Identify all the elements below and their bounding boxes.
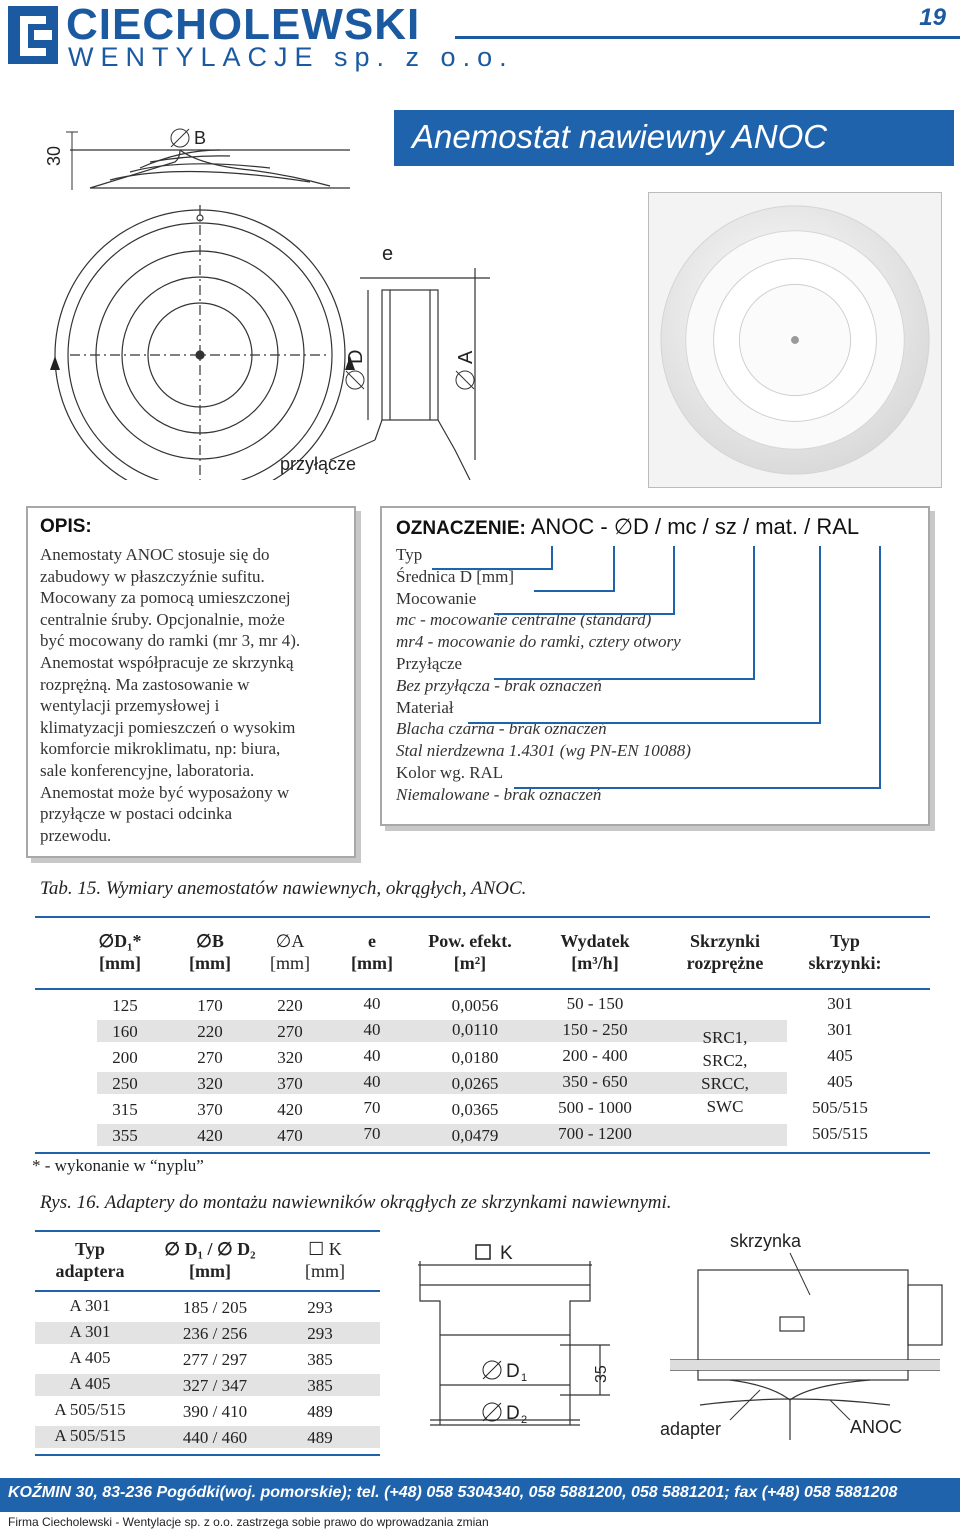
description-line: przewodu. bbox=[40, 825, 112, 845]
description-line: Anemostaty ANOC stosuje się do bbox=[40, 545, 270, 564]
designation-line: Typ bbox=[396, 545, 423, 564]
anoc-label: ANOC bbox=[850, 1417, 903, 1437]
table-rule bbox=[35, 988, 930, 990]
description-line: przyłącze w postaci odcinka bbox=[40, 804, 233, 824]
designation-line: Stal nierdzewna 1.4301 (wg PN-EN 10088) bbox=[396, 741, 691, 761]
designation-line: Kolor wg. RAL bbox=[396, 762, 504, 782]
designation-line: mr4 - mocowanie do ramki, cztery otwory bbox=[396, 632, 681, 652]
description-line: Mocowany za pomocą umieszczonej bbox=[40, 588, 291, 608]
description-line: Anemostat współpracuje ze skrzynką bbox=[40, 652, 294, 672]
adapter-height-label: 35 bbox=[593, 1365, 610, 1383]
adapter-d1-label: D bbox=[506, 1361, 520, 1382]
adapter-d1-sub: 1 bbox=[521, 1372, 528, 1384]
table-header: Skrzynki rozprężne bbox=[686, 931, 764, 973]
description-line: klimatyzacji pomieszczeń o wysokim bbox=[40, 717, 296, 737]
description-body bbox=[40, 544, 342, 846]
connector-label: przyłącze bbox=[280, 454, 357, 474]
description-line: zabudowy w płaszczyźnie sufitu. bbox=[40, 566, 265, 586]
designation-line: Blacha czarna - brak oznaczeń bbox=[396, 719, 607, 739]
brand-subtitle: WENTYLACJE sp. z o.o. bbox=[68, 42, 514, 72]
designation-box bbox=[380, 506, 930, 826]
adapter-drawing bbox=[410, 1225, 610, 1455]
footer-bar bbox=[0, 1478, 960, 1512]
adapter-k-label: K bbox=[500, 1243, 513, 1264]
description-line: Anemostat może być wyposażony w bbox=[40, 782, 290, 802]
table-header: ∅ D₁ / ∅ D₂ [mm] bbox=[164, 1239, 256, 1281]
description-line: komforcie mikroklimatu, np: biura, bbox=[40, 739, 281, 759]
dim-e-label: e bbox=[382, 243, 394, 265]
page-title: Anemostat nawiewny ANOC bbox=[412, 118, 828, 155]
adapter-d2-sub: 2 bbox=[521, 1414, 528, 1426]
brand-name: CIECHOLEWSKI bbox=[66, 0, 421, 49]
dim-d1-label: D bbox=[345, 349, 367, 364]
side-profile-view bbox=[70, 150, 350, 188]
table-header: ∅B [mm] bbox=[189, 931, 231, 973]
designation-title-bold: OZNACZENIE: bbox=[396, 518, 526, 539]
table-header: ∅A [mm] bbox=[270, 931, 310, 973]
footer-address: KOŹMIN 30, 83-236 Pogódki(woj. pomorskie); tel. (+48) 058 5304340, 058 5881200, 058 5881201; fax (+48) 058 5881208 bbox=[8, 1484, 898, 1501]
table-rule bbox=[35, 1454, 380, 1456]
adapter-label: adapter bbox=[660, 1419, 722, 1439]
table-15-note: * - wykonanie w “nyplu” bbox=[32, 1156, 204, 1175]
table-header: Typ skrzynki: bbox=[808, 931, 882, 973]
adapter-d2-label: D bbox=[506, 1403, 520, 1424]
figure-16-caption: Rys. 16. Adaptery do montażu nawiewników okrągłych ze skrzynkami nawiewnymi. bbox=[40, 1192, 672, 1213]
table-header: Typ adaptera bbox=[55, 1239, 125, 1281]
description-line: centralnie śruby. Opcjonalnie, może bbox=[40, 609, 285, 629]
table-header: Wydatek [m³/h] bbox=[560, 931, 630, 973]
description-line: wentylacji przemysłowej i bbox=[40, 696, 220, 716]
description-line: być mocowany do ramki (mr 3, mr 4). bbox=[40, 631, 301, 651]
table-header: e [mm] bbox=[351, 931, 393, 973]
dim-a-label: A bbox=[455, 350, 477, 364]
designation-line: Przyłącze bbox=[396, 653, 463, 673]
description-box bbox=[26, 506, 356, 858]
designation-code: ANOC - ∅D / mc / sz / mat. / RAL bbox=[530, 514, 860, 539]
box-label: skrzynka bbox=[730, 1231, 802, 1251]
designation-line: Średnica D [mm] bbox=[396, 566, 515, 586]
designation-line: mc - mocowanie centralne (standard) bbox=[396, 610, 652, 630]
page-number: 19 bbox=[919, 4, 946, 31]
technical-drawing bbox=[30, 110, 500, 480]
designation-line: Mocowanie bbox=[396, 588, 477, 608]
designation-connectors bbox=[382, 508, 932, 828]
product-photo bbox=[648, 192, 942, 488]
header-rule bbox=[455, 36, 960, 39]
ciecholewski-logo-icon bbox=[6, 4, 60, 66]
footer-note: Firma Ciecholewski - Wentylacje sp. z o.o. zastrzega sobie prawo do wprowadzania zmian bbox=[8, 1515, 489, 1529]
dim-height-label: 30 bbox=[44, 145, 64, 166]
table-header: ☐ K [mm] bbox=[305, 1239, 345, 1281]
designation-line: Bez przyłącza - brak oznaczeń bbox=[396, 675, 602, 695]
description-line: sale konferencyjne, laboratoria. bbox=[40, 760, 255, 780]
table-header: ∅D₁* [mm] bbox=[98, 931, 142, 973]
table-rule bbox=[35, 916, 930, 918]
table-15-caption: Tab. 15. Wymiary anemostatów nawiewnych, okrągłych, ANOC. bbox=[40, 878, 527, 899]
section-view bbox=[360, 268, 490, 480]
table-rule bbox=[35, 1290, 380, 1292]
designation-line: Niemalowane - brak oznaczeń bbox=[396, 784, 602, 804]
front-view bbox=[55, 205, 345, 480]
table-rule bbox=[35, 1152, 930, 1154]
table-rule bbox=[35, 1230, 380, 1232]
box-assembly-drawing bbox=[640, 1225, 950, 1455]
description-title: OPIS: bbox=[40, 516, 92, 537]
description-line: rozprężną. Ma zastosowanie w bbox=[40, 674, 250, 694]
box-types-cell: SRC1, SRC2, SRCC, SWC bbox=[701, 1028, 749, 1116]
table-header: Pow. efekt. [m²] bbox=[428, 931, 512, 973]
designation-line: Materiał bbox=[396, 697, 454, 717]
dim-b-label: B bbox=[194, 128, 207, 148]
